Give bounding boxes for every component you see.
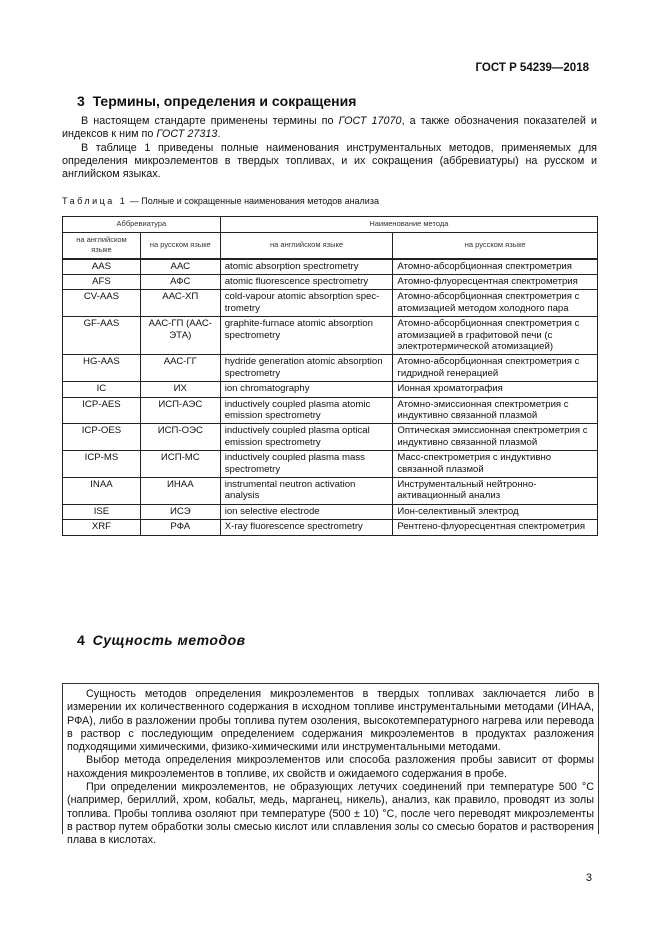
- gost-reference: ГОСТ 17070: [338, 115, 402, 127]
- name-en-cell: graphite-furnace atomic absorption spectrometry: [220, 317, 393, 355]
- abbr-ru-cell: АФС: [140, 274, 220, 289]
- abbr-en-cell: XRF: [63, 520, 141, 535]
- abbr-en-cell: ICP-OES: [63, 424, 141, 451]
- section-number: 3: [77, 93, 85, 109]
- table-row: [63, 259, 598, 275]
- header-cell: Наименование метода: [220, 217, 597, 233]
- methods-table: [62, 216, 598, 536]
- abbr-en-cell: IC: [63, 382, 141, 397]
- paragraph: В таблице 1 приведены полные наименования инструментальных методов, применяемых для определения микроэлементов в твердых топливах, и их сокращения (аббревиатуры) на русском и английском языках.: [62, 141, 597, 181]
- header-cell: Аббревиатура: [63, 217, 221, 233]
- caption-text: — Полные и сокращенные наименования методов анализа: [127, 196, 379, 206]
- abbr-ru-cell: РФА: [140, 520, 220, 535]
- name-ru-cell: Атомно-абсорбционная спектрометрия с атомизацией в графитовой печи (с электротермической атомизацией): [393, 317, 598, 355]
- name-en-cell: cold-vapour atomic absorption spectrometry: [220, 290, 393, 317]
- abbr-ru-cell: ААС-ХП: [140, 290, 220, 317]
- section-title: Сущность методов: [92, 632, 246, 648]
- name-ru-cell: Атомно-абсорбционная спектрометрия с атомизацией методом холодного пара: [393, 290, 598, 317]
- table-row: [63, 451, 598, 478]
- text: , а также обозначения показателей и индексов к ним по: [62, 115, 597, 141]
- abbr-en-cell: GF-AAS: [63, 317, 141, 355]
- paragraph: Сущность методов определения микроэлементов в твердых топливах заключается либо в измерении их количественного содержания в исходном топливе инструментальными методами (ИНАА, РФА), либо в разложении пробы топлива путем озоления, высокотемпературного нагрева или перевода в раствор с последующим определением содержания микроэлементов в продуктах разложения подходящими химическими, физико-химическими или инструментальными методами.: [67, 688, 594, 754]
- name-ru-cell: Атомно-абсорбционная спектрометрия с гидридной генерацией: [393, 355, 598, 382]
- table-row: [63, 424, 598, 451]
- name-ru-cell: Рентгено-флуоресцентная спектрометрия: [393, 520, 598, 535]
- name-en-cell: ion chromatography: [220, 382, 393, 397]
- name-ru-cell: Атомно-флуоресцентная спектрометрия: [393, 274, 598, 289]
- abbr-ru-cell: ИХ: [140, 382, 220, 397]
- name-en-cell: inductively coupled plasma mass spectrometry: [220, 451, 393, 478]
- table-group-header: [63, 217, 598, 233]
- standard-header: ГОСТ Р 54239—2018: [475, 62, 589, 74]
- name-en-cell: ion selective electrode: [220, 504, 393, 519]
- table-row: [63, 397, 598, 424]
- table-row: [63, 504, 598, 519]
- paragraph: Выбор метода определения микроэлементов или способа разложения пробы зависит от формы нахождения микроэлементов в топливе, их свойств и ожидаемого содержания в пробе.: [67, 754, 594, 780]
- abbr-ru-cell: ААС: [140, 259, 220, 275]
- name-en-cell: inductively coupled plasma optical emission spectrometry: [220, 424, 393, 451]
- paragraph: При определении микроэлементов, не образующих летучих соединений при температуре 500 °С (например, бериллий, хром, кобальт, медь, марганец, никель), анализ, как правило, проводят из золы топлива. Пробы топлива озоляют при температуре (500 ± 10) °С, после чего переводят микроэлементы в раствор путем обработки золы смесью кислот или сплавления золы со смесью боратов и растворения плава в кислотах.: [67, 781, 594, 847]
- table-caption: [62, 196, 379, 206]
- abbr-ru-cell: ИСП-МС: [140, 451, 220, 478]
- name-en-cell: atomic absorption spectrometry: [220, 259, 393, 275]
- abbr-ru-cell: ИСП-ОЭС: [140, 424, 220, 451]
- abbr-en-cell: CV-AAS: [63, 290, 141, 317]
- table-row: [63, 274, 598, 289]
- abbr-en-cell: INAA: [63, 478, 141, 505]
- abbr-ru-cell: ИСП-АЭС: [140, 397, 220, 424]
- section-4-heading: [77, 632, 246, 648]
- paragraph: [62, 115, 597, 142]
- name-en-cell: inductively coupled plasma atomic emission spectrometry: [220, 397, 393, 424]
- table-row: [63, 290, 598, 317]
- abbr-en-cell: AAS: [63, 259, 141, 275]
- abbr-ru-cell: ИСЭ: [140, 504, 220, 519]
- abbr-en-cell: ICP-AES: [63, 397, 141, 424]
- table-header: [63, 233, 598, 259]
- header-cell: на русском языке: [393, 233, 598, 259]
- caption-label: Таблица 1: [62, 196, 128, 206]
- name-ru-cell: Оптическая эмиссионная спектрометрия с индуктивно связанной плазмой: [393, 424, 598, 451]
- name-en-cell: instrumental neutron activation analysis: [220, 478, 393, 505]
- header-cell: на русском языке: [140, 233, 220, 259]
- name-ru-cell: Ион-селективный электрод: [393, 504, 598, 519]
- name-ru-cell: Атомно-эмиссионная спектрометрия с индуктивно связанной плазмой: [393, 397, 598, 424]
- section-4-body: [62, 683, 599, 847]
- name-ru-cell: Ионная хроматография: [393, 382, 598, 397]
- header-cell: на английском языке: [63, 233, 141, 259]
- name-ru-cell: Масс-спектрометрия с индуктивно связанной плазмой: [393, 451, 598, 478]
- table-row: [63, 520, 598, 535]
- name-ru-cell: Атомно-абсорбционная спектрометрия: [393, 259, 598, 275]
- section-3-body: [62, 115, 597, 181]
- name-ru-cell: Инструментальный нейтронно-активационный анализ: [393, 478, 598, 505]
- abbr-ru-cell: ИНАА: [140, 478, 220, 505]
- text: .: [217, 128, 221, 141]
- name-en-cell: atomic fluorescence spectrometry: [220, 274, 393, 289]
- section-number: 4: [77, 632, 85, 648]
- abbr-ru-cell: ААС-ГП (ААС-ЭТА): [140, 317, 220, 355]
- section-3-heading: [77, 93, 356, 109]
- table-row: [63, 317, 598, 355]
- abbr-en-cell: ICP-MS: [63, 451, 141, 478]
- name-en-cell: X-ray fluorescence spectrometry: [220, 520, 393, 535]
- table-row: [63, 382, 598, 397]
- page-number: 3: [585, 872, 592, 884]
- table-row: [63, 355, 598, 382]
- table-row: [63, 478, 598, 505]
- abbr-en-cell: ISE: [63, 504, 141, 519]
- section-title: Термины, определения и сокращения: [92, 93, 357, 109]
- text: В настоящем стандарте применены термины по: [81, 115, 339, 127]
- name-en-cell: hydride generation atomic absorption spectrometry: [220, 355, 393, 382]
- gost-reference: ГОСТ 27313: [156, 128, 218, 141]
- abbr-ru-cell: ААС-ГГ: [140, 355, 220, 382]
- abbr-en-cell: HG-AAS: [63, 355, 141, 382]
- abbr-en-cell: AFS: [63, 274, 141, 289]
- header-cell: на английском языке: [220, 233, 393, 259]
